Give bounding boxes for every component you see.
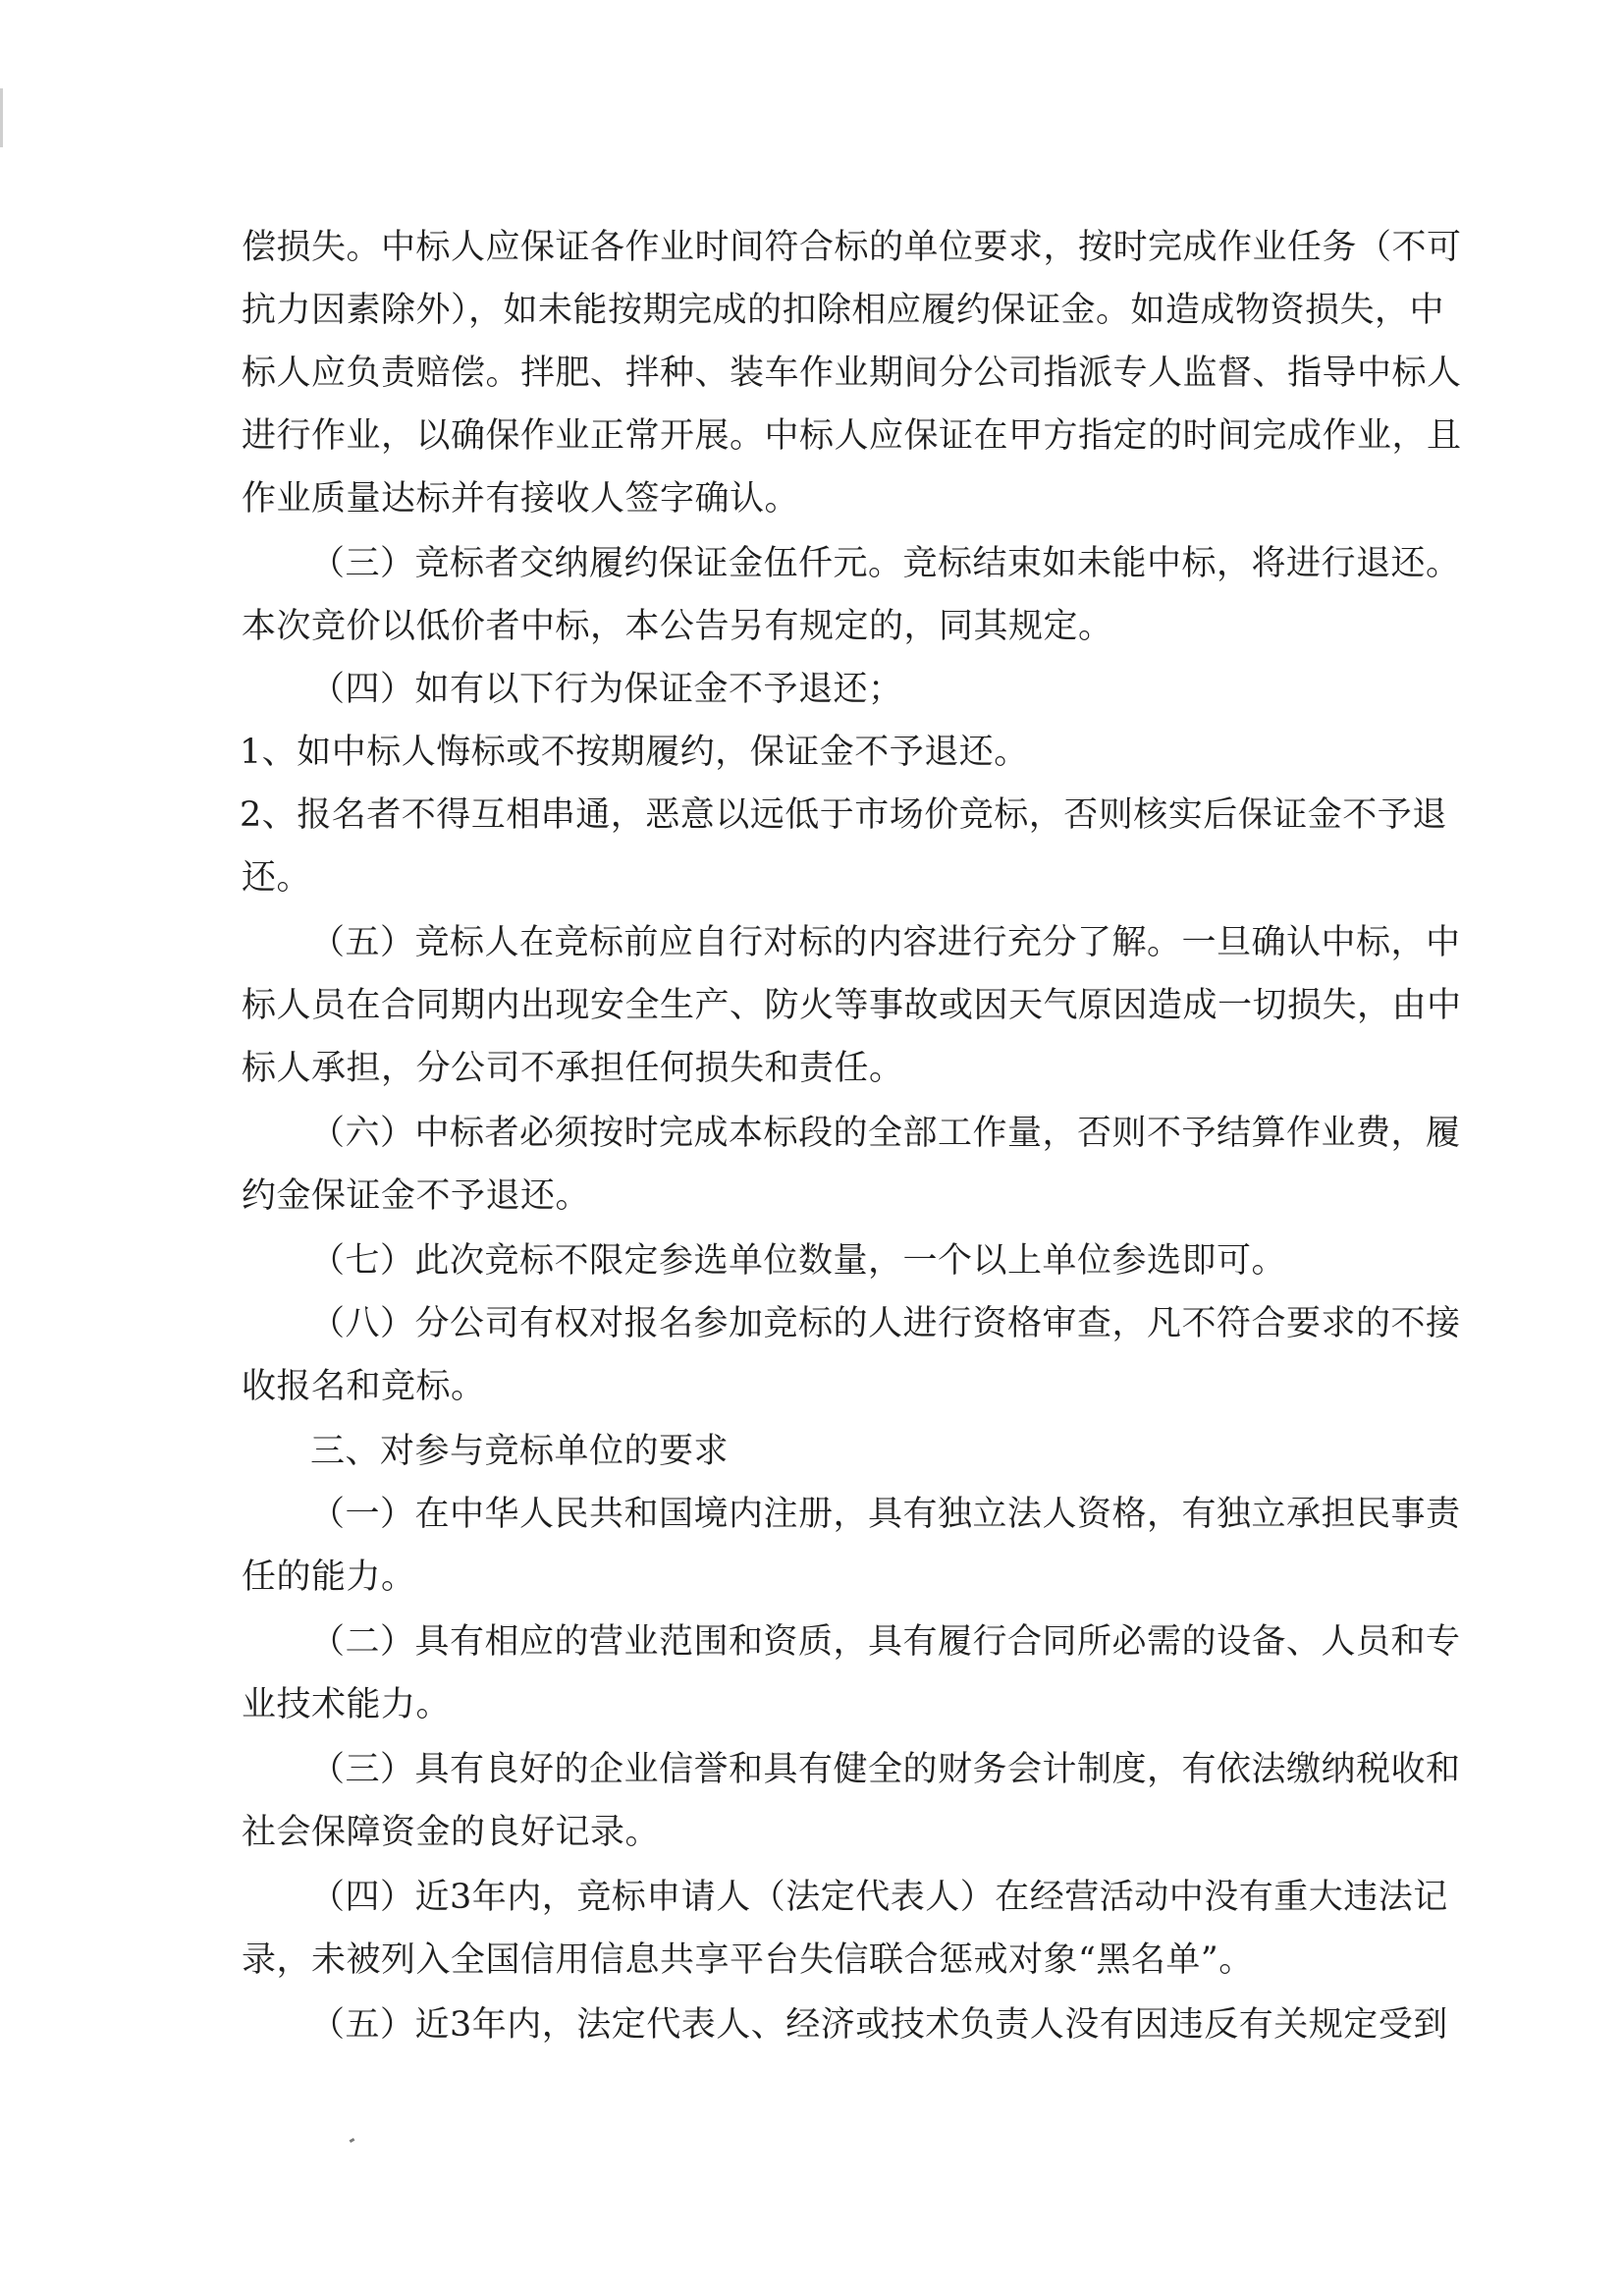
paragraph-line: 标人员在合同期内出现安全生产、防火等事故或因天气原因造成一切损失，由中: [242, 986, 1462, 1025]
scan-edge-mark: [0, 88, 3, 147]
paragraph-line: 还。: [242, 858, 312, 898]
paragraph-line: （三）具有良好的企业信誉和具有健全的财务会计制度，有依法缴纳税收和: [310, 1750, 1461, 1789]
paragraph-line: 作业质量达标并有接收人签字确认。: [242, 479, 800, 519]
paragraph-line: 进行作业，以确保作业正常开展。中标人应保证在甲方指定的时间完成作业，且: [242, 416, 1462, 456]
paragraph-line: 录，未被列入全国信用信息共享平台失信联合惩戒对象“黑名单”。: [242, 1941, 1254, 1980]
paragraph-line: （四）如有以下行为保证金不予退还；: [310, 670, 903, 709]
section-heading: 三、对参与竞标单位的要求: [310, 1432, 730, 1471]
paragraph-line: （二）具有相应的营业范围和资质，具有履行合同所必需的设备、人员和专: [310, 1622, 1461, 1662]
paragraph-line: （四）近3年内，竞标申请人（法定代表人）在经营活动中没有重大违法记: [310, 1878, 1448, 1917]
paragraph-line: （三）竞标者交纳履约保证金伍仟元。竞标结束如未能中标，将进行退还。: [310, 544, 1461, 583]
paragraph-line: 标人承担，分公司不承担任何损失和责任。: [242, 1049, 904, 1088]
paragraph-line: 任的能力。: [242, 1558, 416, 1597]
list-item: 2、报名者不得互相串通，恶意以远低于市场价竞标，否则核实后保证金不予退: [240, 795, 1447, 835]
paragraph-line: （八）分公司有权对报名参加竞标的人进行资格审查，凡不符合要求的不接: [310, 1304, 1461, 1343]
paragraph-line: 标人应负责赔偿。拌肥、拌种、装车作业期间分公司指派专人监督、指导中标人: [242, 354, 1462, 393]
paragraph-line: 抗力因素除外），如未能按期完成的扣除相应履约保证金。如造成物资损失，中: [242, 291, 1445, 330]
paragraph-line: （六）中标者必须按时完成本标段的全部工作量，否则不予结算作业费，履: [310, 1114, 1461, 1153]
paragraph-line: 收报名和竞标。: [242, 1367, 486, 1406]
paragraph-line: （七）此次竞标不限定参选单位数量，一个以上单位参选即可。: [310, 1241, 1287, 1281]
scan-speck: [350, 2138, 355, 2143]
paragraph-line: （五）竞标人在竞标前应自行对标的内容进行充分了解。一旦确认中标，中: [310, 923, 1461, 962]
paragraph-line: 社会保障资金的良好记录。: [242, 1813, 661, 1852]
paragraph-line: 本次竞价以低价者中标，本公告另有规定的，同其规定。: [242, 607, 1113, 646]
paragraph-line: （一）在中华人民共和国境内注册，具有独立法人资格，有独立承担民事责: [310, 1495, 1461, 1534]
paragraph-line: 偿损失。中标人应保证各作业时间符合标的单位要求，按时完成作业任务（不可: [242, 228, 1462, 267]
list-item: 1、如中标人悔标或不按期履约，保证金不予退还。: [240, 733, 1029, 772]
paragraph-line: 业技术能力。: [242, 1685, 452, 1724]
paragraph-line: （五）近3年内，法定代表人、经济或技术负责人没有因违反有关规定受到: [310, 2005, 1448, 2045]
paragraph-line: 约金保证金不予退还。: [242, 1176, 591, 1216]
